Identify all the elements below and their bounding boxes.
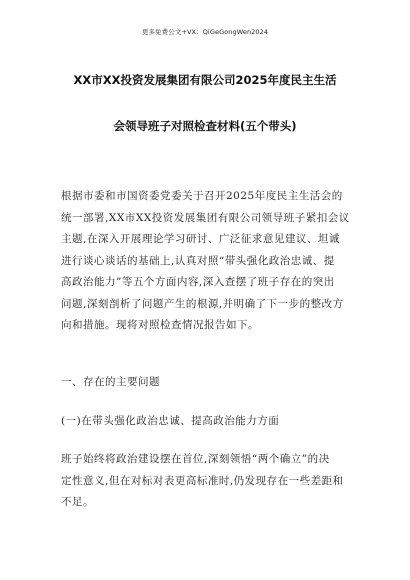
section-heading: 一、存在的主要问题 xyxy=(61,376,160,388)
header-note: 更多免费公文+VX：QiGeGongWen2024 xyxy=(141,28,269,36)
document-title-line-2: 会领导班子对照检查材料(五个带头) xyxy=(113,119,297,133)
subsection-heading: (一)在带头强化政治忠诚、提高政治能力方面 xyxy=(61,415,280,427)
body-paragraph xyxy=(61,449,361,514)
intro-line: 高政治能力”等五个方面内容,深入查摆了班子存在的突出 xyxy=(61,276,335,288)
intro-line: 主题,在深入开展理论学习研讨、广泛征求意见建议、坦诚 xyxy=(61,233,340,245)
body-line: 班子始终将政治建设摆在首位,深刻领悟“两个确立”的决 xyxy=(61,453,330,465)
intro-line: 根据市委和市国资委党委关于召开2025年度民主生活会的 xyxy=(61,190,343,202)
document-title-line-1: XX市XX投资发展集团有限公司2025年度民主生活 xyxy=(73,73,337,87)
intro-paragraph xyxy=(61,186,361,337)
intro-line: 向和措施。现将对照检查情况报告如下。 xyxy=(61,319,259,331)
body-line: 不足。 xyxy=(61,496,94,508)
intro-line: 进行谈心谈话的基础上,认真对照“带头强化政治忠诚、提 xyxy=(61,254,335,267)
intro-line: 问题,深刻剖析了问题产生的根源,并明确了下一步的整改方 xyxy=(61,297,344,310)
body-line: 定性意义,但在对标对表更高标准时,仍发现存在一些差距和 xyxy=(61,474,344,487)
intro-line: 统一部署,XX市XX投资发展集团有限公司领导班子紧扣会议 xyxy=(61,211,350,224)
